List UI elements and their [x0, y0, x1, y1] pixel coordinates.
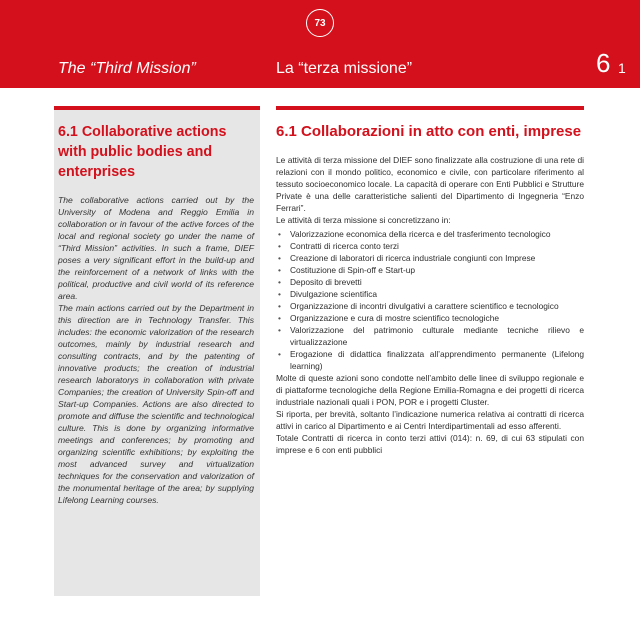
english-sidebar — [54, 106, 260, 596]
list-item: • Organizzazione di incontri divulgativi a carattere scientifico e tecnologico — [276, 300, 584, 312]
english-paragraph-2: The main actions carried out by the Department in this direction are in Technology Transfer. This includes: the economic valorization of the research outcomes, mainly by industrial research and consulting contracts, and by the patenting of innovative products; the creation of industrial research laboratorys in collaboration with private Companies; the creation of University Spin-off and Start-up Companies. Actions are also directed to promote and diffuse the scientific and technological culture. This is done by organizing informative meetings and conferences; by promoting and organizing scientific exhibitions; by exploiting the most advanced survey and virtualization techniques for the conservation and valorization of the monumental heritage of the area; by supplying Lifelong Learning courses. — [58, 303, 254, 505]
english-paragraph-1: The collaborative actions carried out by the University of Modena and Reggio Emilia in collaboration or in favour of the active forces of the local and regional society go under the name of “Third Mission” activities. In such a frame, DIEF poses a very significant effort in the build-up and the reinforcement of a network of links with the political, productive and civil world of its reference area. — [58, 195, 254, 301]
page-number-badge: 73 — [306, 9, 334, 37]
italian-intro-paragraph: Le attività di terza missione del DIEF sono finalizzate alla costruzione di una rete di relazioni con il mondo politico, economico e civile, con particolare riferimento al tessuto socioeconomico locale. La capacità di operare con Enti Pubblici e Strutture Private è una delle caratteristiche salienti del Dipartimento di Ingegneria “Enzo Ferrari”. — [276, 155, 584, 213]
section-title-english: The “Third Mission” — [58, 60, 196, 77]
chapter-subnumber: 1 — [618, 60, 626, 76]
italian-paragraph-development-lines: Molte di queste azioni sono condotte nell’ambito delle linee di sviluppo regionale e di piattaforme tecnologiche della Regione Emilia-Romagna e dei progetti di ricerca industriale nazionali quali i PON, POR e i progetti Cluster. — [276, 373, 584, 407]
chapter-number: 6 — [596, 48, 611, 78]
english-section-heading: 6.1 Collaborative actions with public bodies and enterprises — [58, 124, 227, 180]
activities-list — [276, 228, 584, 372]
italian-main-column — [276, 106, 584, 456]
page-header — [0, 0, 640, 88]
italian-paragraph-contracts-total: Totale Contratti di ricerca in conto terzi attivi (014): n. 69, di cui 63 stipulati con imprese e 6 con enti pubblici — [276, 433, 584, 455]
section-title-italian: La “terza missione” — [276, 60, 413, 77]
list-item: • Organizzazione e cura di mostre scientifico tecnologiche — [276, 312, 584, 324]
list-item: • Costituzione di Spin-off e Start-up — [276, 264, 584, 276]
list-item: • Creazione di laboratori di ricerca industriale congiunti con Imprese — [276, 252, 584, 264]
italian-intro-line: Le attività di terza missione si concretizzano in: — [276, 215, 451, 225]
list-item: • Deposito di brevetti — [276, 276, 584, 288]
italian-section-heading: 6.1 Collaborazioni in atto con enti, imprese — [276, 123, 582, 140]
list-item: • Erogazione di didattica finalizzata all’apprendimento permanente (Lifelong learning) — [276, 348, 584, 372]
list-item: • Valorizzazione economica della ricerca e del trasferimento tecnologico — [276, 228, 584, 240]
list-item: • Contratti di ricerca conto terzi — [276, 240, 584, 252]
list-item: • Divulgazione scientifica — [276, 288, 584, 300]
italian-paragraph-contracts-note: Si riporta, per brevità, soltanto l’indicazione numerica relativa ai contratti di ricerca attivi in carico al Dipartimento e ai Centri Interdipartimentali ad esso afferenti. — [276, 409, 584, 431]
list-item: • Valorizzazione del patrimonio culturale mediante tecniche rilievo e virtualizzazione — [276, 324, 584, 348]
